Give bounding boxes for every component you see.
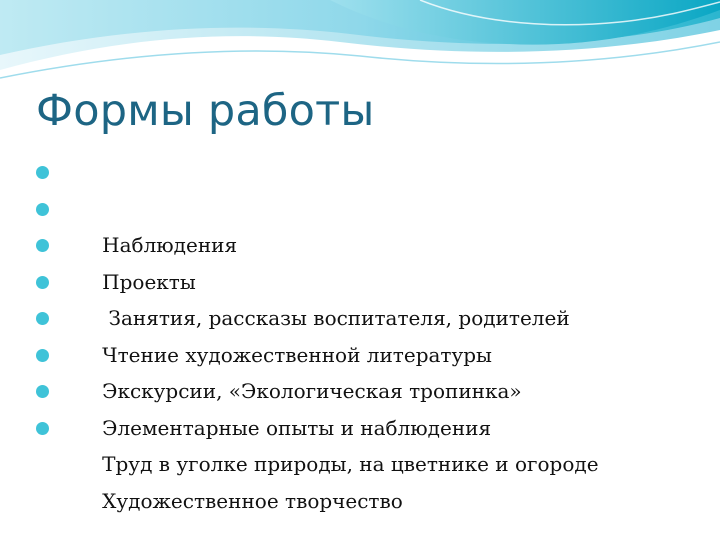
bullet-icon [36,312,49,325]
list-item-text: Проекты [102,269,196,294]
list-item-text: Чтение художественной литературы [102,342,492,367]
list-item-text: Художественное творчество [102,488,403,513]
bullet-icon [36,166,49,179]
bullet-list [36,154,599,513]
bullet-icon [36,385,49,398]
list-item-text: Наблюдения [102,233,238,257]
list-item-text: Экскурсии, «Экологическая тропинка» [102,379,522,403]
list-item-text: Занятия, рассказы воспитателя, родителей [102,306,570,330]
list-item [36,154,599,257]
bullet-icon [36,239,49,252]
bullet-icon [36,203,49,216]
header-wave-decoration [0,0,720,90]
bullet-icon [36,349,49,362]
bullet-icon [36,276,49,289]
list-item-text: Труд в уголке природы, на цветнике и огороде [102,452,599,476]
list-item-text: Элементарные опыты и наблюдения [102,415,492,440]
slide-title: Формы работы [36,86,375,136]
bullet-icon [36,422,49,435]
